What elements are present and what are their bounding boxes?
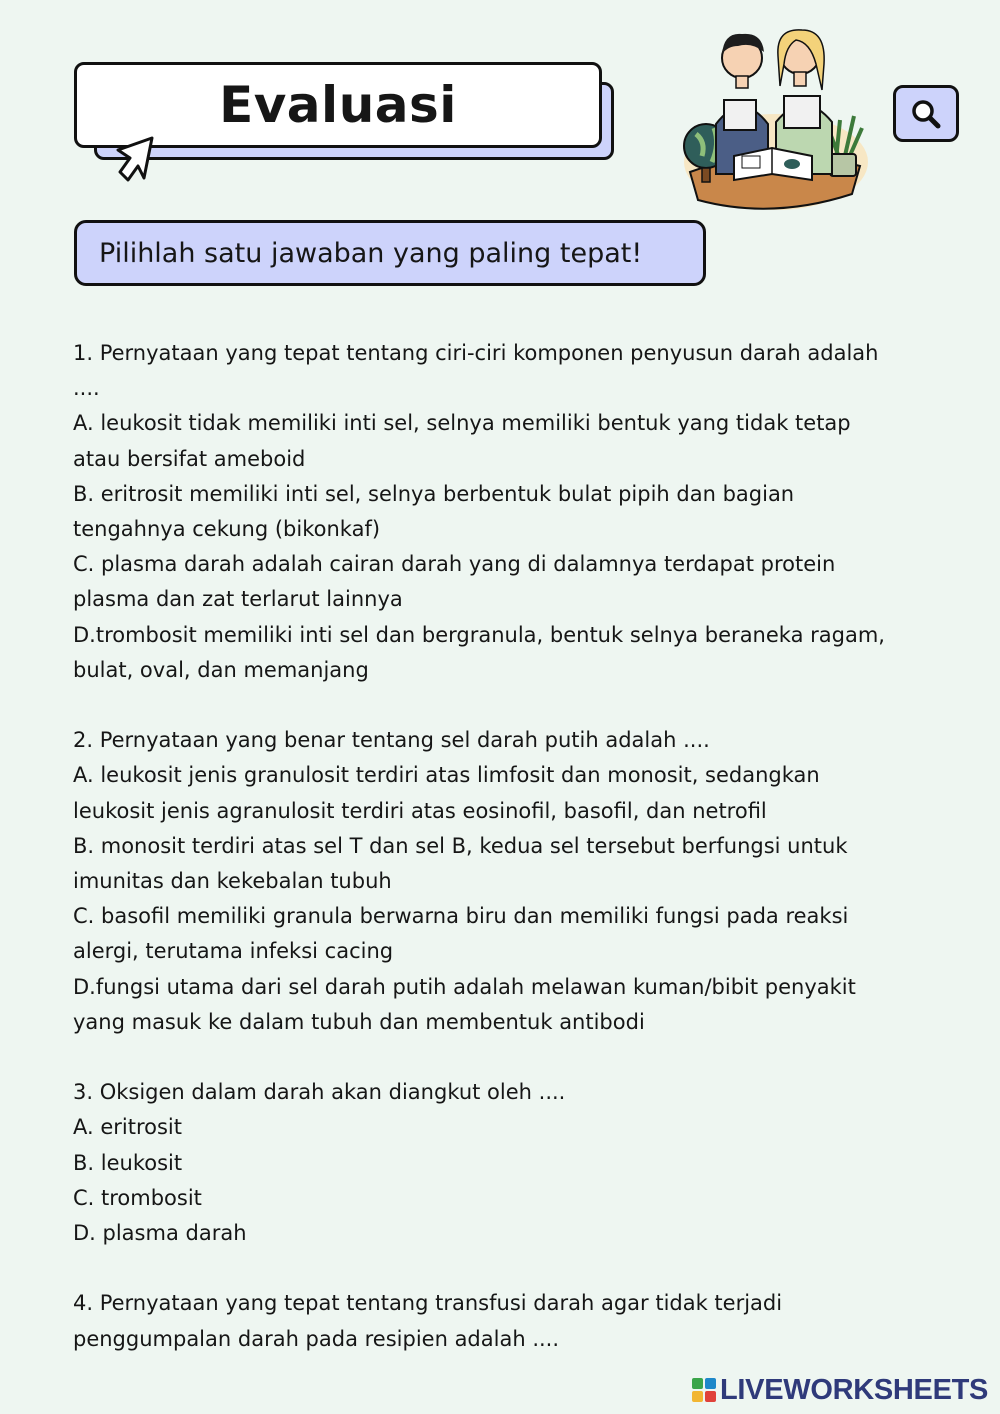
cursor-pointer-icon [112, 132, 172, 192]
question-2 [73, 723, 963, 1040]
logo-mark-tile [692, 1391, 703, 1402]
instruction-text: Pilihlah satu jawaban yang paling tepat! [99, 237, 643, 269]
question-2-option-c-cont: alergi, terutama infeksi cacing [73, 939, 394, 964]
question-3-option-d: D. plasma darah [73, 1221, 247, 1246]
question-3-option-a: A. eritrosit [73, 1115, 182, 1140]
question-1-stem: 1. Pernyataan yang tepat tentang ciri-ciri komponen penyusun darah adalah [73, 341, 879, 365]
logo-mark-tile [705, 1391, 716, 1402]
question-2-option-c: C. basofil memiliki granula berwarna biru dan memiliki fungsi pada reaksi [73, 904, 849, 929]
instruction-box [74, 220, 706, 286]
question-1-option-a-cont: atau bersifat ameboid [73, 446, 306, 471]
question-3 [73, 1075, 963, 1251]
search-button[interactable] [893, 85, 959, 142]
page-title: Evaluasi [219, 76, 457, 134]
question-1-option-b-cont: tengahnya cekung (bikonkaf) [73, 517, 381, 542]
question-2-option-a-cont: leukosit jenis agranulosit terdiri atas eosinofil, basofil, dan netrofil [73, 798, 767, 823]
question-2-option-b-cont: imunitas dan kekebalan tubuh [73, 869, 392, 894]
question-1-option-c-cont: plasma dan zat terlarut lainnya [73, 587, 403, 612]
question-2-stem: 2. Pernyataan yang benar tentang sel darah putih adalah .... [73, 728, 710, 753]
question-1-option-a: A. leukosit tidak memiliki inti sel, selnya memiliki bentuk yang tidak tetap [73, 411, 851, 436]
question-1 [73, 336, 963, 688]
logo-mark-tile [705, 1378, 716, 1389]
question-2-option-d-cont: yang masuk ke dalam tubuh dan membentuk antibodi [73, 1009, 645, 1034]
search-icon [908, 96, 944, 132]
question-4-stem: 4. Pernyataan yang tepat tentang transfusi darah agar tidak terjadi [73, 1291, 783, 1316]
students-illustration [676, 24, 870, 210]
question-3-option-c: C. trombosit [73, 1185, 202, 1210]
question-1-option-c: C. plasma darah adalah cairan darah yang di dalamnya terdapat protein [73, 552, 836, 577]
question-4 [73, 1286, 963, 1356]
question-2-option-d: D.fungsi utama dari sel darah putih adalah melawan kuman/bibit penyakit [73, 974, 856, 999]
liveworksheets-logo-icon [692, 1378, 716, 1402]
question-3-stem: 3. Oksigen dalam darah akan diangkut oleh .... [73, 1080, 566, 1105]
question-2-option-a: A. leukosit jenis granulosit terdiri atas limfosit dan monosit, sedangkan [73, 763, 820, 788]
question-list [73, 336, 963, 1392]
liveworksheets-logo [692, 1373, 988, 1407]
question-4-stem-cont: penggumpalan darah pada resipien adalah .... [73, 1326, 560, 1351]
logo-text: LIVEWORKSHEETS [720, 1373, 989, 1406]
question-1-option-b: B. eritrosit memiliki inti sel, selnya berbentuk bulat pipih dan bagian [73, 481, 795, 506]
question-1-option-d-cont: bulat, oval, dan memanjang [73, 657, 369, 682]
question-1-option-d: D.trombosit memiliki inti sel dan bergranula, bentuk selnya beraneka ragam, [73, 622, 885, 647]
question-2-option-b: B. monosit terdiri atas sel T dan sel B, kedua sel tersebut berfungsi untuk [73, 833, 848, 858]
logo-mark-tile [692, 1378, 703, 1389]
question-3-option-b: B. leukosit [73, 1150, 183, 1175]
question-1-stem-end: .... [73, 376, 100, 401]
